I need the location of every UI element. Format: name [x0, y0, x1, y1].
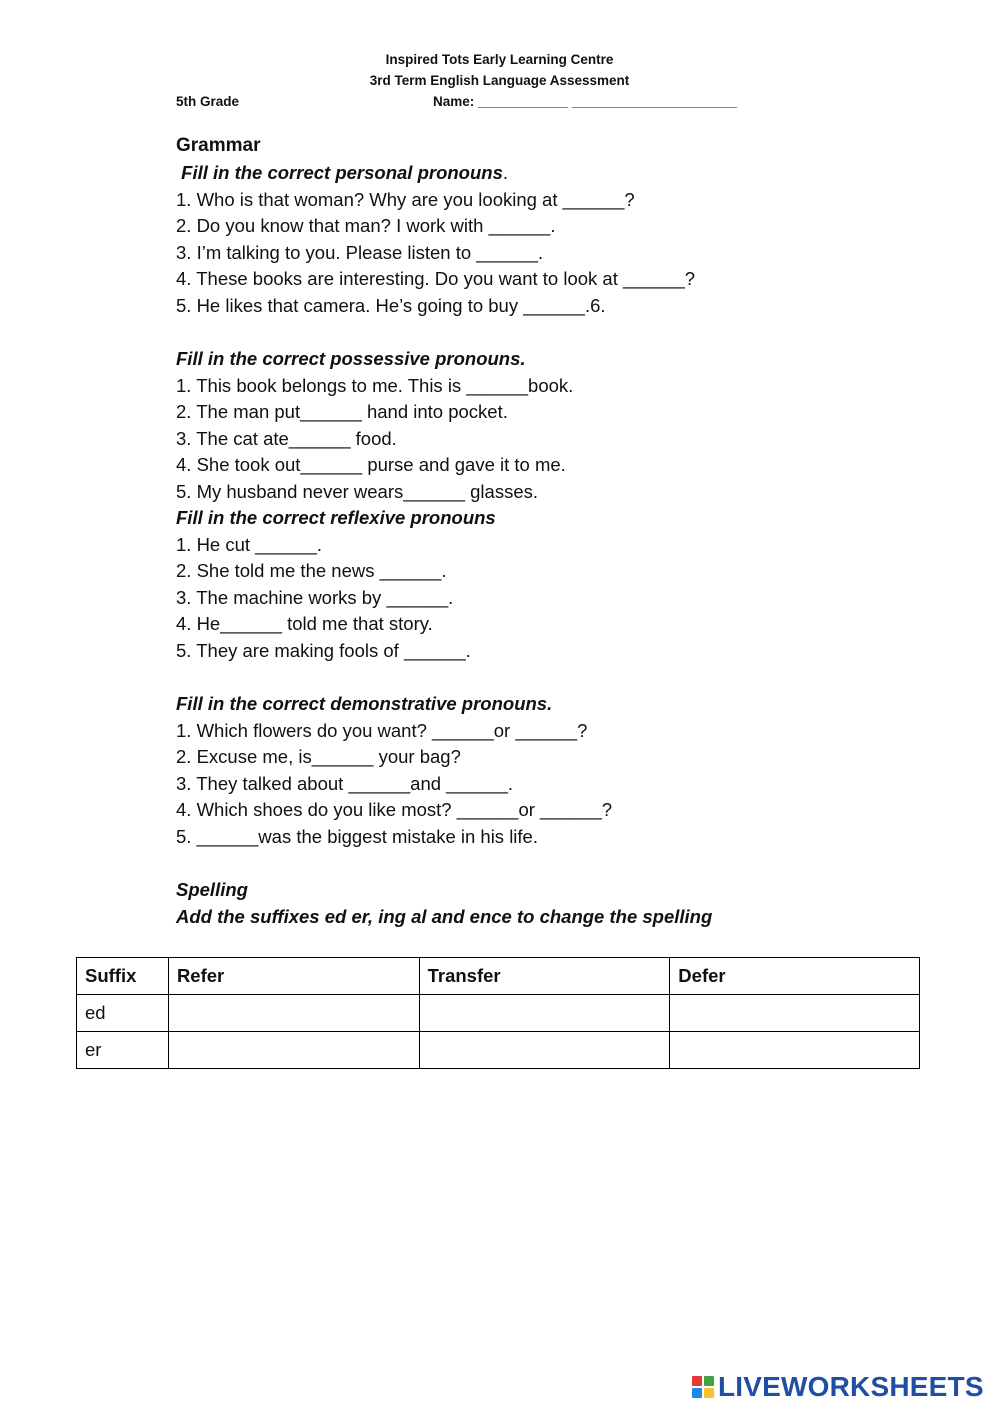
answer-cell[interactable] [168, 1032, 419, 1069]
table-row [77, 995, 920, 1032]
logo-square [692, 1388, 702, 1398]
question-item: 5. He likes that camera. He’s going to buy ______.6. [176, 294, 606, 316]
question-item: 4. He______ told me that story. [176, 613, 433, 634]
answer-cell[interactable] [168, 995, 419, 1032]
logo-text: LIVEWORKSHEETS [718, 1371, 984, 1402]
logo-square [692, 1376, 702, 1386]
demonstrative-pronouns-title: Fill in the correct demonstrative pronouns. [176, 693, 553, 714]
question-item: 4. She took out______ purse and gave it to me. [176, 454, 566, 475]
answer-cell[interactable] [419, 1032, 670, 1069]
question-item: 4. Which shoes do you like most? ______or ______? [176, 799, 613, 820]
answer-cell[interactable] [670, 1032, 920, 1069]
possessive-pronouns-section [176, 346, 573, 505]
question-item: 1. Which flowers do you want? ______or ______? [176, 719, 588, 741]
question-item: 5. ______was the biggest mistake in his life. [176, 825, 538, 847]
possessive-pronouns-title: Fill in the correct possessive pronouns. [176, 348, 526, 369]
answer-cell[interactable] [419, 995, 670, 1032]
personal-pronouns-section [176, 160, 695, 319]
assessment-title: 3rd Term English Language Assessment [369, 73, 630, 88]
question-item: 3. I’m talking to you. Please listen to ______. [176, 241, 544, 263]
grammar-heading: Grammar [176, 135, 261, 156]
question-item: 3. They talked about ______and ______. [176, 772, 514, 794]
question-item: 3. The cat ate______ food. [176, 427, 397, 449]
grade-label: 5th Grade [176, 94, 240, 109]
question-item: 3. The machine works by ______. [176, 586, 454, 608]
header-cell: Refer [168, 958, 419, 995]
name-field-label: Name: ____________ ______________________ [433, 94, 738, 109]
question-item: 2. She told me the news ______. [176, 560, 447, 581]
reflexive-pronouns-section [176, 505, 496, 664]
personal-pronouns-title: Fill in the correct personal pronouns. [176, 162, 509, 183]
demonstrative-pronouns-section [176, 691, 612, 850]
suffix-cell: er [77, 1032, 169, 1069]
liveworksheets-logo [692, 1372, 984, 1402]
question-item: 2. Excuse me, is______ your bag? [176, 746, 461, 767]
question-item: 4. These books are interesting. Do you want to look at ______? [176, 268, 696, 289]
question-item: 2. The man put______ hand into pocket. [176, 401, 508, 422]
question-item: 5. My husband never wears______ glasses. [176, 480, 538, 502]
school-name: Inspired Tots Early Learning Centre [385, 52, 614, 67]
suffix-cell: ed [77, 995, 169, 1032]
table-header-row [77, 958, 920, 995]
spelling-instruction: Add the suffixes ed er, ing al and ence to change the spelling [176, 905, 713, 927]
spelling-title: Spelling [176, 879, 248, 900]
header-cell: Suffix [77, 958, 169, 995]
logo-square [704, 1376, 714, 1386]
header-cell: Transfer [419, 958, 670, 995]
header-cell: Defer [670, 958, 920, 995]
suffix-table [76, 957, 920, 1069]
answer-cell[interactable] [670, 995, 920, 1032]
reflexive-pronouns-title: Fill in the correct reflexive pronouns [176, 507, 496, 528]
spelling-section [176, 877, 712, 930]
table-row [77, 1032, 920, 1069]
question-item: 1. Who is that woman? Why are you looking at ______? [176, 188, 635, 210]
logo-mark-icon [692, 1376, 714, 1398]
question-item: 1. This book belongs to me. This is ______book. [176, 374, 574, 396]
question-item: 1. He cut ______. [176, 533, 323, 555]
question-item: 2. Do you know that man? I work with ______. [176, 215, 556, 236]
logo-square [704, 1388, 714, 1398]
question-item: 5. They are making fools of ______. [176, 639, 471, 661]
